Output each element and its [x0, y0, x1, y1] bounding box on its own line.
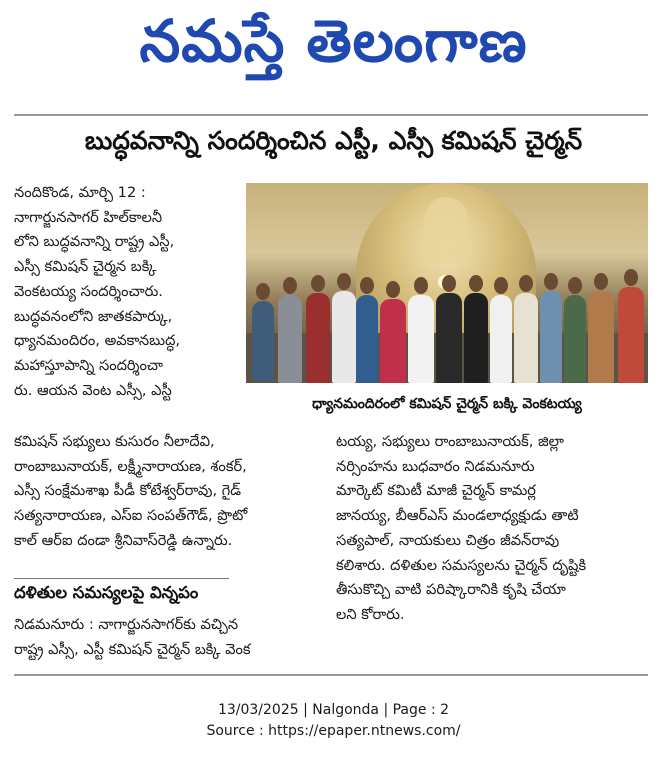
- person: [490, 295, 512, 383]
- buddha-statue: [424, 197, 468, 263]
- person: [464, 293, 488, 383]
- text-line: ఎస్సీ కమిషన్ చైర్మన బక్కి: [14, 258, 157, 276]
- text-line: కాల్ ఆర్ఐ దండా శ్రీనివాస్‌రెడ్డి ఉన్నారు.: [14, 531, 233, 549]
- text-line: ఎస్సీ సంక్షేమశాఖ పీడీ కోటేశ్వర్‌రావు, గైడ్: [14, 482, 242, 500]
- edition-info: 13/03/2025 | Nalgonda | Page : 2: [217, 702, 450, 718]
- text-line: లోని బుద్ధవనాన్ని రాష్ట్ర ఎస్టీ,: [14, 233, 175, 251]
- text-line: నిడమనూరు : నాగార్జునసాగర్‌కు వచ్చిన: [14, 616, 239, 633]
- person: [252, 301, 274, 381]
- text-line: మహాస్తూపాన్ని సందర్శించా: [14, 356, 163, 374]
- person: [618, 287, 644, 383]
- text-line: రు. ఆయన వెంట ఎస్సీ, ఎస్టీ: [14, 381, 172, 399]
- person: [514, 293, 538, 383]
- person: [408, 295, 434, 383]
- text-line: టయ్య, సభ్యులు రాంబాబునాయక్, జిల్లా: [336, 433, 564, 450]
- person: [306, 293, 330, 383]
- text-line: రాంబాబునాయక్, లక్ష్మీనారాయణ, శంకర్,: [14, 457, 247, 475]
- page-footer: [0, 700, 667, 742]
- sub-article-heading: దళితుల సమస్యలపై విన్నపం: [14, 583, 199, 602]
- person: [564, 295, 586, 383]
- person: [380, 299, 406, 383]
- section-divider: [14, 578, 229, 579]
- masthead: [0, 0, 667, 82]
- text-line: వెంకటయ్య సందర్శించారు.: [14, 282, 163, 300]
- source-link[interactable]: Source : https://epaper.ntnews.com/: [206, 723, 461, 739]
- text-line: నందికొండ, మార్చి 12 :: [14, 184, 146, 201]
- text-line: మార్కెట్ కమిటీ మాజీ చైర్మన్ కామర్ల: [336, 482, 536, 500]
- article-headline: బుద్ధవనాన్ని సందర్శించిన ఎస్టీ, ఎస్సీ కమిషన్ చైర్మన్: [84, 126, 583, 155]
- text-line: కమిషన్ సభ్యులు కుసురం నీలాదేవి,: [14, 433, 215, 450]
- photo-caption: ధ్యానమందిరంలో కమిషన్ చైర్మన్ బక్కి వెంకటయ్య: [312, 395, 582, 412]
- text-line: సత్యపాల్, నాయకులు చిత్రం జీవన్‌రావు: [336, 531, 560, 549]
- top-divider: [14, 114, 648, 116]
- text-line: నర్సింహను బుధవారం నిడమనూరు: [336, 457, 535, 475]
- person: [278, 295, 302, 383]
- text-line: లని కోరారు.: [336, 605, 405, 623]
- left-column-text: [14, 181, 242, 403]
- text-line: సత్యనారాయణ, ఎస్ఐ సంపత్‌గౌడ్, ప్రొటో: [14, 507, 248, 525]
- text-line: నాగార్జునసాగర్ హిల్‌కాలనీ: [14, 208, 163, 226]
- text-line: ధ్యానమందిరం, అవకానబుద్ధ,: [14, 332, 181, 350]
- text-line: జానయ్య, బీఆర్ఎస్ మండలాధ్యక్షుడు తాటి: [336, 507, 579, 525]
- text-line: బుద్ధవనంలోని జాతకపార్కు,: [14, 307, 173, 325]
- text-line: తీసుకొచ్చి వాటి పరిష్కారానికి కృషి చేయా: [336, 581, 566, 599]
- continued-text: [14, 430, 326, 554]
- right-column-text: [336, 430, 648, 628]
- newspaper-logo: నమస్తే తెలంగాణ: [139, 7, 528, 75]
- person: [332, 291, 356, 383]
- person: [540, 291, 562, 383]
- text-line: రాష్ట్ర ఎస్సీ, ఎస్టీ కమిషన్ చైర్మన్ బక్కి వెంక: [14, 640, 251, 658]
- person: [436, 293, 462, 383]
- text-line: కలిశారు. దళితుల సమస్యలను చైర్మన్ దృష్టికి: [336, 556, 587, 574]
- bottom-divider: [14, 674, 648, 676]
- person: [588, 291, 614, 383]
- person: [356, 295, 378, 383]
- news-photo: [246, 183, 648, 383]
- sub-article-text: [14, 613, 326, 662]
